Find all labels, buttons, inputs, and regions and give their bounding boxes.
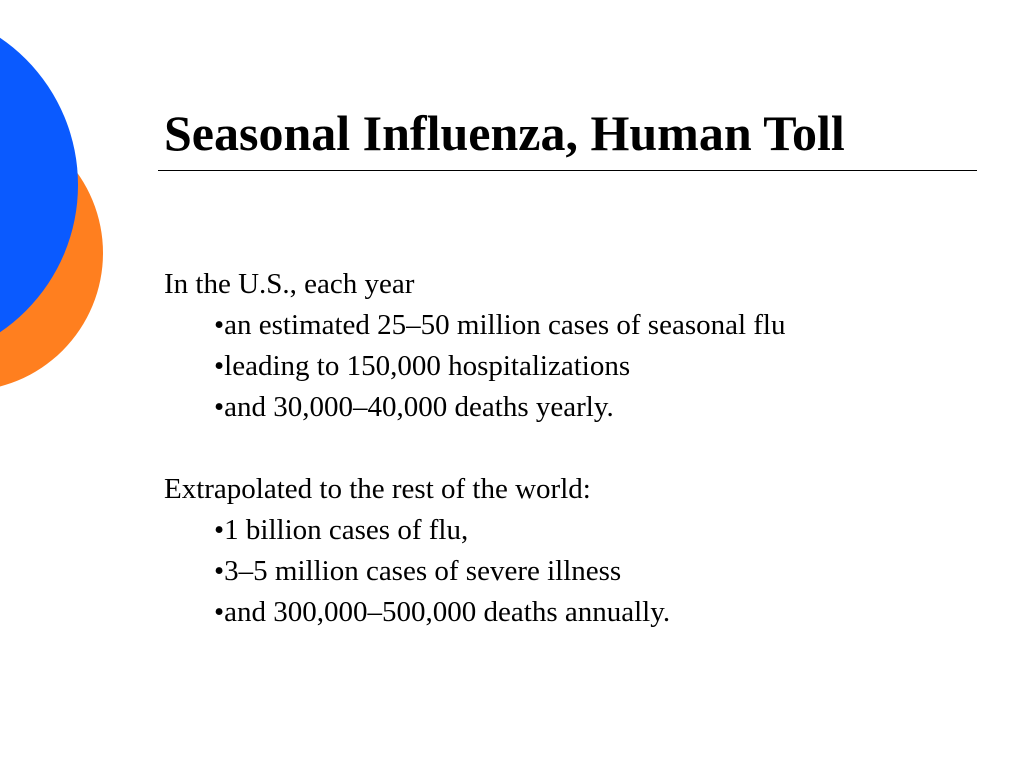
bullet-item: • 3–5 million cases of severe illness xyxy=(214,551,984,592)
section-heading-world: Extrapolated to the rest of the world: xyxy=(164,473,591,505)
bullet-list-world xyxy=(164,510,984,633)
bullet-item: • and 300,000–500,000 deaths annually. xyxy=(214,592,984,633)
slide-content xyxy=(164,264,984,633)
bullet-item: • an estimated 25–50 million cases of seasonal flu xyxy=(214,305,984,346)
decorative-circles xyxy=(0,0,110,400)
section-heading-us: In the U.S., each year xyxy=(164,268,415,300)
bullet-list-us xyxy=(164,305,984,428)
bullet-item: • 1 billion cases of flu, xyxy=(214,510,984,551)
slide-title: Seasonal Influenza, Human Toll xyxy=(164,105,845,161)
title-underline xyxy=(158,170,977,171)
bullet-item: • and 30,000–40,000 deaths yearly. xyxy=(214,387,984,428)
section-spacer xyxy=(164,428,984,469)
bullet-item: • leading to 150,000 hospitalizations xyxy=(214,346,984,387)
